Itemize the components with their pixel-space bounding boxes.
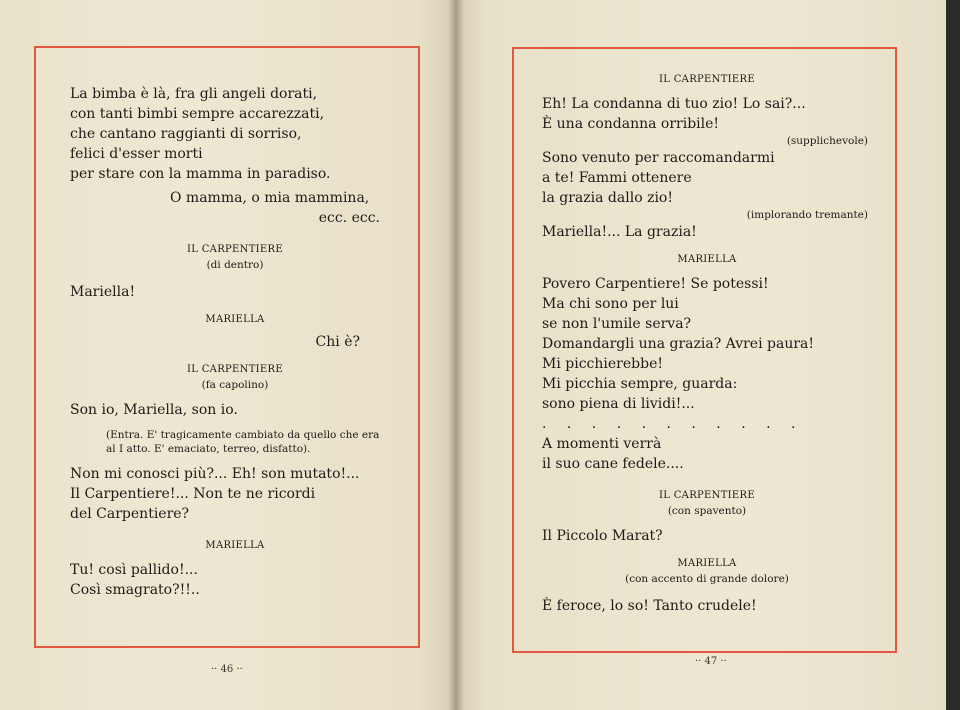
dialogue-line: Chi è?: [315, 334, 360, 350]
dialogue-line: a te! Fammi ottenere: [542, 170, 692, 186]
poem-line: per stare con la mamma in paradiso.: [70, 166, 331, 182]
page-number-left: ·· 46 ··: [211, 664, 243, 675]
page-number-right: ·· 47 ··: [695, 656, 727, 667]
ellipsis-row: . . . . . . . . . . .: [542, 416, 804, 432]
speaker-name: IL CARPENTIERE: [187, 244, 283, 255]
stage-direction: (supplichevole): [786, 135, 868, 147]
dialogue-line: Mariella!: [70, 284, 136, 300]
dialogue-line: Mi picchierebbe!: [542, 356, 663, 372]
dialogue-line: Tu! così pallido!...: [70, 562, 198, 578]
dialogue-line: Mariella!... La grazia!: [542, 224, 697, 240]
dialogue-line: Non mi conosci più?... Eh! son mutato!...: [70, 466, 360, 482]
dialogue-line: Ma chi sono per lui: [542, 296, 679, 312]
dialogue-line: se non l'umile serva?: [542, 316, 692, 332]
dialogue-line: Il Carpentiere!... Non te ne ricordi: [70, 486, 316, 502]
stage-direction: (con accento di grande dolore): [625, 573, 789, 585]
dialogue-line: Così smagrato?!!..: [70, 582, 200, 598]
speaker-name: IL CARPENTIERE: [659, 490, 755, 501]
dialogue-line: il suo cane fedele....: [542, 456, 684, 472]
speaker-name: MARIELLA: [205, 540, 265, 551]
refrain-line: O mamma, o mia mammina,: [170, 190, 370, 206]
stage-direction: (fa capolino): [201, 379, 269, 391]
speaker-name: MARIELLA: [677, 558, 737, 569]
speaker-name: MARIELLA: [205, 314, 265, 325]
right-page-text: [542, 72, 872, 616]
speaker-name: IL CARPENTIERE: [187, 364, 283, 375]
dialogue-line: Son io, Mariella, son io.: [70, 402, 238, 418]
poem-line: felici d'esser morti: [70, 146, 203, 162]
speaker-name: IL CARPENTIERE: [659, 74, 755, 85]
dialogue-line: la grazia dallo zio!: [542, 190, 673, 206]
poem-line: con tanti bimbi sempre accarezzati,: [70, 106, 325, 122]
refrain-line: ecc. ecc.: [318, 210, 380, 226]
speaker-name: MARIELLA: [677, 254, 737, 265]
dialogue-line: A momenti verrà: [542, 436, 662, 452]
dialogue-line: Sono venuto per raccomandarmi: [542, 150, 775, 166]
dialogue-line: Eh! La condanna di tuo zio! Lo sai?...: [542, 96, 806, 112]
stage-note: al I atto. E' emaciato, terreo, disfatto).: [106, 443, 311, 455]
dialogue-line: Povero Carpentiere! Se potessi!: [542, 276, 769, 292]
book-gutter: [448, 0, 464, 710]
stage-direction: (implorando tremante): [746, 209, 868, 221]
dialogue-line: Mi picchia sempre, guarda:: [542, 376, 738, 392]
poem-line: che cantano raggianti di sorriso,: [70, 126, 302, 142]
dialogue-line: È feroce, lo so! Tanto crudele!: [542, 598, 757, 614]
stage-direction: (con spavento): [667, 505, 747, 517]
left-page-text: [70, 84, 400, 600]
stage-direction: (di dentro): [206, 259, 264, 271]
dialogue-line: Domandargli una grazia? Avrei paura!: [542, 336, 814, 352]
dialogue-line: del Carpentiere?: [70, 506, 190, 522]
cover-edge: [946, 0, 960, 710]
poem-line: La bimba è là, fra gli angeli dorati,: [70, 86, 318, 102]
dialogue-line: Il Piccolo Marat?: [542, 528, 663, 544]
dialogue-line: È una condanna orribile!: [542, 116, 720, 132]
dialogue-line: sono piena di lividi!...: [542, 396, 695, 412]
stage-note: (Entra. E' tragicamente cambiato da quello che era: [106, 429, 380, 441]
